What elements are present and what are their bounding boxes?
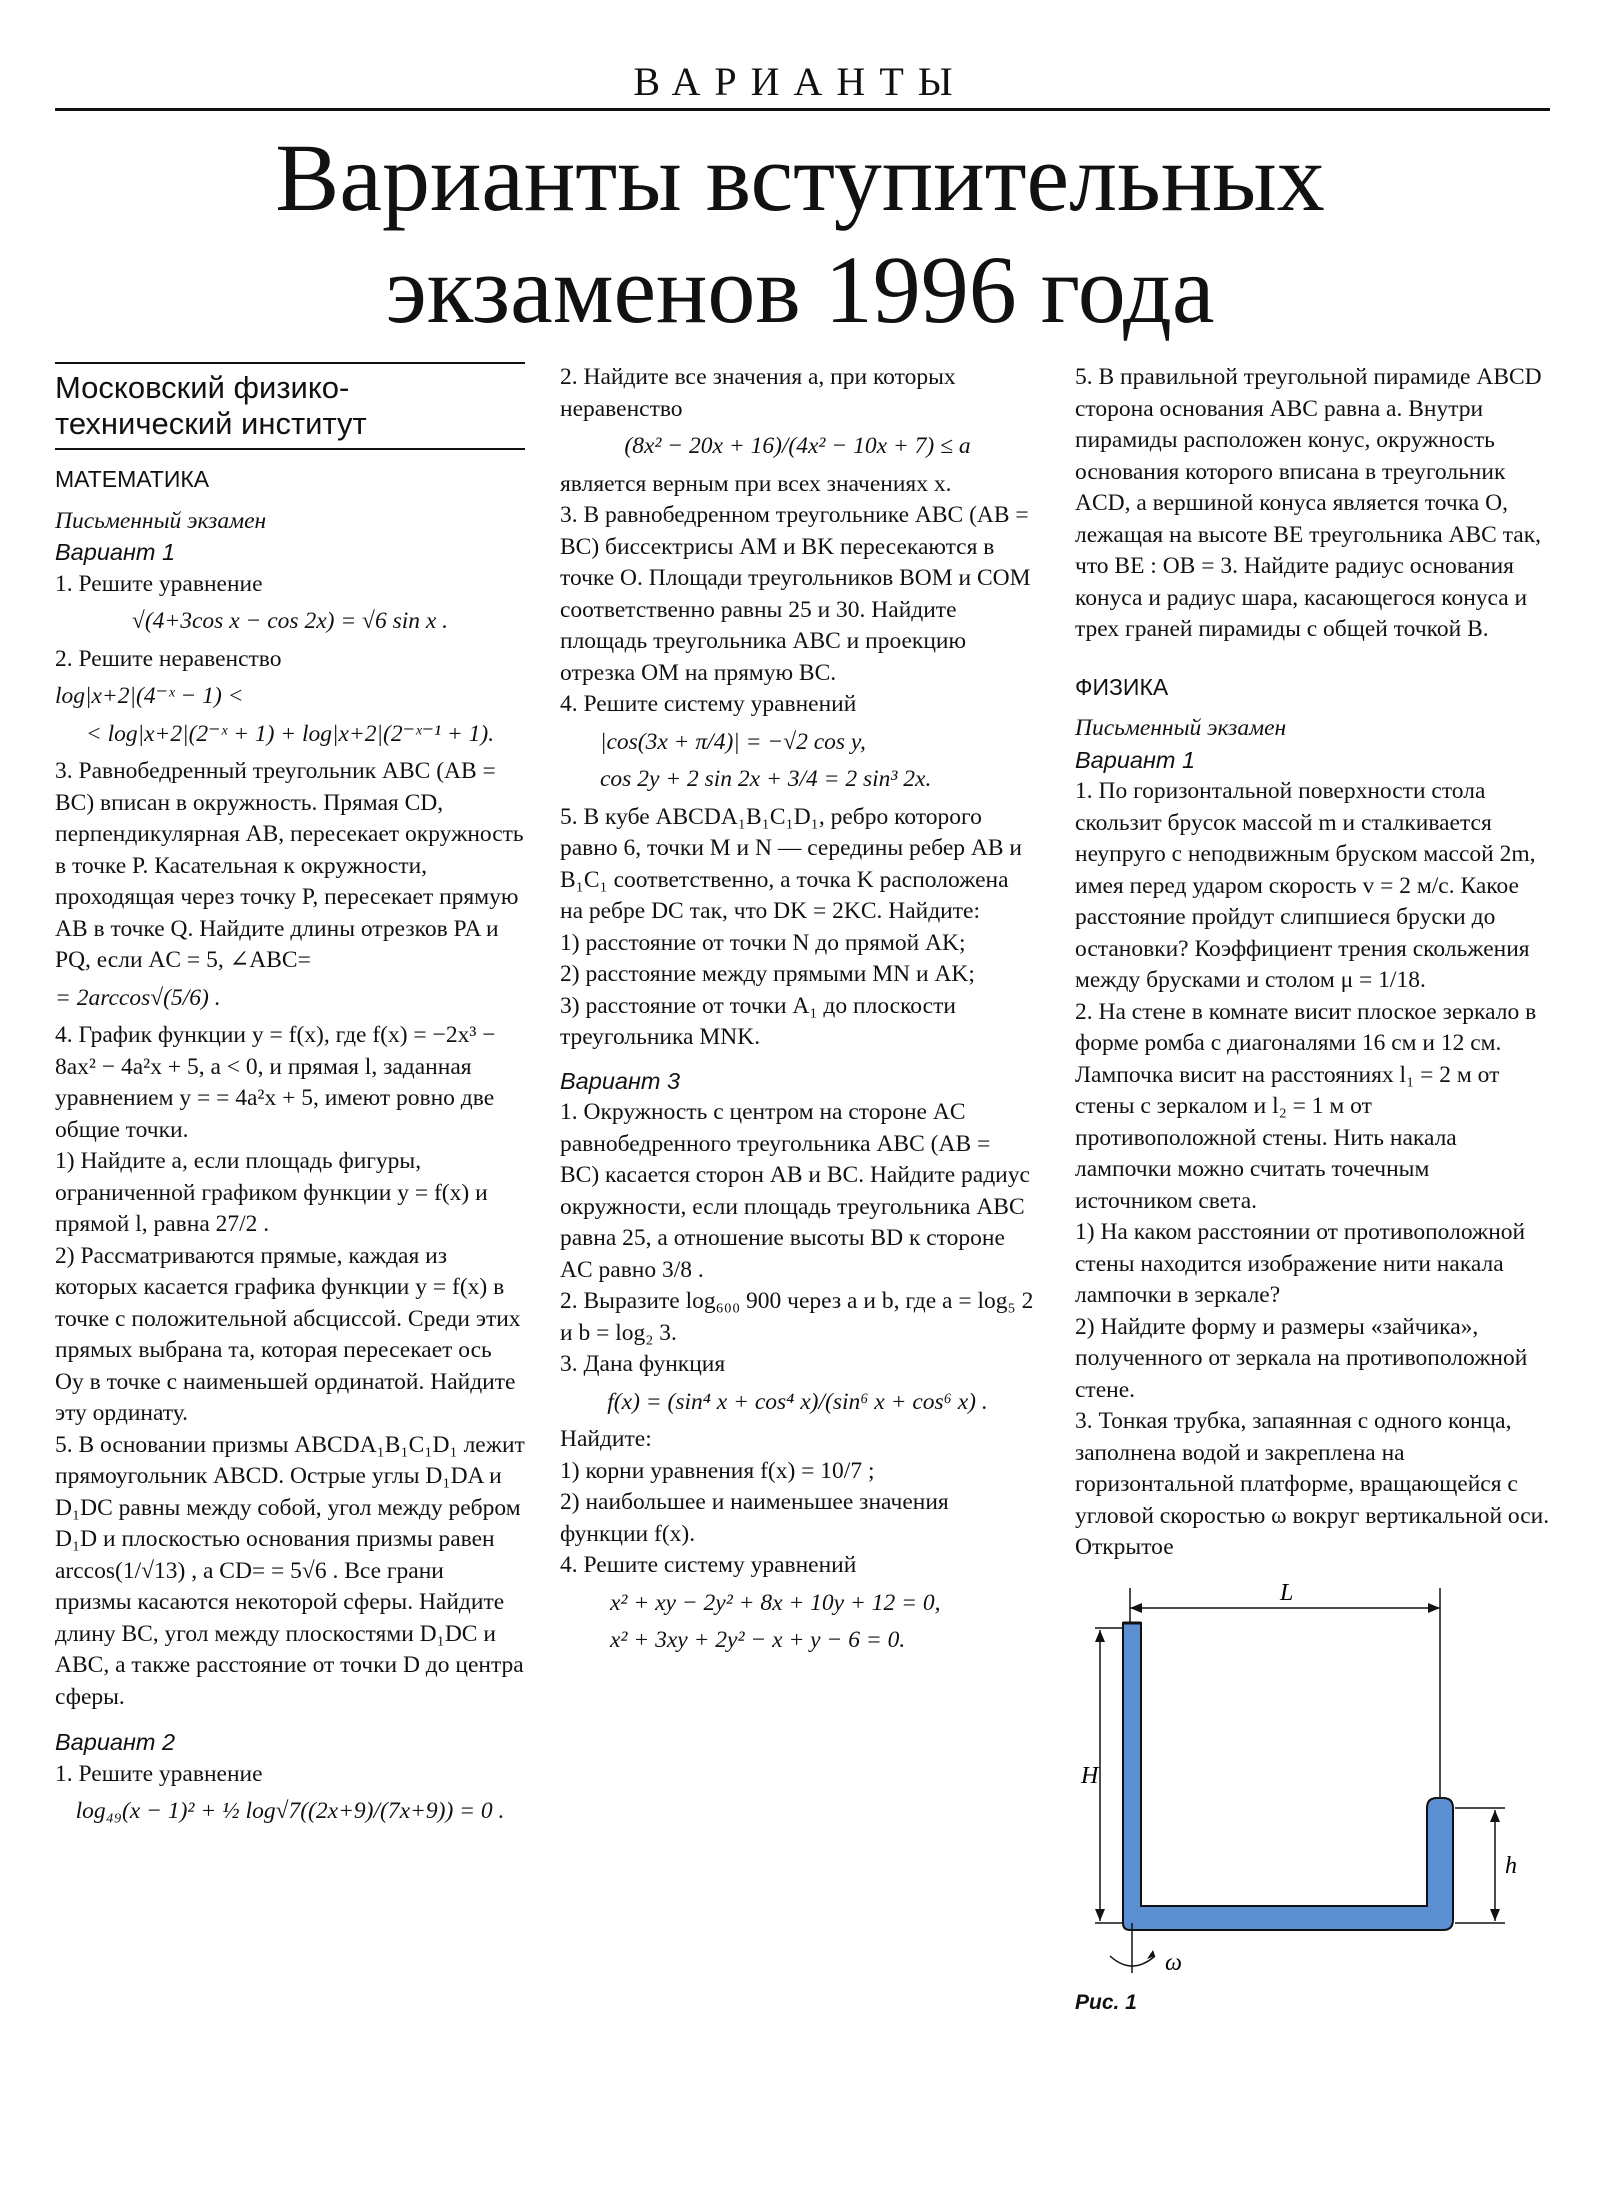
- problem-text: 2) Найдите форму и размеры «зайчика», полученного от зеркала на противоположной стене.: [1075, 1313, 1528, 1403]
- problem-text: 4. Решите систему уравнений: [560, 691, 857, 717]
- formula: < log|x+2|(2⁻ˣ + 1) + log|x+2|(2⁻ˣ⁻¹ + 1).: [85, 720, 495, 747]
- top-rule: [55, 108, 1550, 111]
- page-title: [0, 122, 1600, 346]
- problem-text: 1. По горизонтальной поверхности стола скользит брусок массой m и сталкивается неупруго с неподвижным бруском массой 2m, имея перед ударом скорость v = 2 м/с. Какое расстояние пройдут слипшиеся бруски до остановки? Коэффициент трения скольжения между брусками и столом μ = 1/18.: [1075, 778, 1536, 993]
- problem-text: 1) На каком расстоянии от противоположной стены находится изображение нити накала лампочки в зеркале?: [1075, 1219, 1526, 1308]
- problem-text: 3. Тонкая трубка, запаянная с одного конца, заполнена водой и закреплена на горизонтальной платформе, вращающейся с угловой скоростью ω вокруг вертикальной оси. Открытое: [1075, 1408, 1550, 1560]
- label-H: H: [1081, 1762, 1099, 1789]
- column-2: [560, 362, 1035, 1663]
- problem-text: 1. Решите уравнение: [55, 1760, 263, 1787]
- problem-text: 4. Решите систему уравнений: [560, 1552, 857, 1578]
- problem-text: 1. Окружность с центром на стороне AC равнобедренного треугольника ABC (AB = BC) касается сторон AB и BC. Найдите радиус окружности, если площадь треугольника ABC равна 25, а отношение высоты BD к стороне AC равно 3/8 .: [560, 1099, 1030, 1283]
- label-omega: ω: [1165, 1949, 1182, 1976]
- formula: x² + xy − 2y² + 8x + 10y + 12 = 0,: [610, 1589, 941, 1616]
- problem-text: является верным при всех значениях x.: [560, 470, 952, 497]
- problem-text: 2) наибольшее и наименьшее значения функции f(x).: [560, 1489, 949, 1547]
- problem-text: 1) корни уравнения f(x) = 10/7 ;: [560, 1457, 875, 1484]
- variant-label: Вариант 1: [55, 539, 176, 565]
- column-3: [1075, 362, 1550, 2014]
- problem-text: 3) расстояние от точки A₁ до плоскости треугольника MNK.: [560, 992, 956, 1050]
- problem-text: 1) расстояние от точки N до прямой AK;: [560, 929, 966, 956]
- formula: (8x² − 20x + 16)/(4x² − 10x + 7) ≤ a: [624, 433, 971, 459]
- problem-text: 2. Выразите log₆₀₀ 900 через a и b, где a = log₅ 2 и b = log₂ 3.: [560, 1288, 1034, 1346]
- divider: [55, 448, 525, 450]
- subject-heading: МАТЕМАТИКА: [55, 466, 210, 492]
- problem-text: 3. Дана функция: [560, 1351, 726, 1377]
- formula: cos 2y + 2 sin 2x + 3/4 = 2 sin³ 2x.: [600, 766, 932, 792]
- subject-heading: ФИЗИКА: [1075, 673, 1169, 700]
- label-L: L: [1280, 1579, 1294, 1606]
- formula: f(x) = (sin⁴ x + cos⁴ x)/(sin⁶ x + cos⁶ x) .: [607, 1388, 988, 1415]
- formula: log₄₉(x − 1)² + ½ log√7((2x+9)/(7x+9)) = 0 .: [75, 1798, 505, 1824]
- problem-text: 1. Решите уравнение: [55, 570, 263, 597]
- problem-text: 2) расстояние между прямыми MN и AK;: [560, 961, 975, 987]
- problem-text: 1) Найдите a, если площадь фигуры, ограниченной графиком функции y = f(x) и прямой l, равна 27/2 .: [55, 1148, 488, 1237]
- variant-label: Вариант 1: [1075, 746, 1196, 773]
- variant-label: Вариант 3: [560, 1067, 681, 1094]
- problem-text: 3. В равнобедренном треугольнике ABC (AB = BC) биссектрисы AM и BK пересекаются в точке O. Площади треугольников BOM и COM соответственно равны 25 и 30. Найдите площадь треугольника ABC и проекцию отрезка OM на прямую BC.: [560, 502, 1031, 686]
- tube-diagram: [1075, 1578, 1545, 1978]
- figure-tube: [1075, 1578, 1545, 2014]
- formula: √(4+3cos x − cos 2x) = √6 sin x .: [131, 608, 449, 634]
- formula: log|x+2|(4⁻ˣ − 1) <: [55, 683, 244, 709]
- problem-text: 5. В основании призмы ABCDA₁B₁C₁D₁ лежит прямоугольник ABCD. Острые углы D₁DA и D₁DC равны между собой, угол между ребром D₁D и плоскостью основания призмы равен arccos(1/√13) , а CD= = 5√6 . Все грани призмы касаются некоторой сферы. Найдите длину BC, угол между плоскостями D₁DC и ABC, а также расстояние от точки D до центра сферы.: [55, 1431, 525, 1710]
- divider: [55, 362, 525, 364]
- exam-label: Письменный экзамен: [1075, 715, 1287, 741]
- problem-text: Найдите:: [560, 1426, 652, 1452]
- label-h: h: [1505, 1852, 1517, 1879]
- variant-label: Вариант 2: [55, 1729, 176, 1755]
- section-label: ВАРИАНТЫ: [633, 59, 967, 104]
- problem-text: 3. Равнобедренный треугольник ABC (AB = BC) вписан в окружность. Прямая CD, перпендикулярная AB, пересекает окружность в точке P. Касательная к окружности, проходящая через точку P, пересекает прямую AB в точке Q. Найдите длины отрезков PA и PQ, если AC = 5, ∠ABC=: [55, 758, 524, 973]
- problem-text: 5. В кубе ABCDA₁B₁C₁D₁, ребро которого равно 6, точки M и N — середины ребер AB и B₁C₁ соответственно, а точка K расположена на ребре DC так, что DK = 2KC. Найдите:: [560, 803, 1022, 924]
- institute-name: Московский физико-технический институт: [55, 370, 367, 441]
- title-line-2: экзаменов 1996 года: [385, 236, 1215, 343]
- formula: = 2arccos√(5/6) .: [55, 984, 221, 1011]
- problem-text: 5. В правильной треугольной пирамиде ABCD сторона основания ABC равна a. Внутри пирамиды расположен конус, окружность основания которого вписана в треугольник ACD, а вершиной конуса является точка O, лежащая на высоте BE треугольника ABC так, что BE : OB = 3. Найдите радиус основания конуса и радиус шара, касающегося конуса и трех граней пирамиды с общей точкой B.: [1075, 364, 1542, 642]
- problem-text: 2. На стене в комнате висит плоское зеркало в форме ромба с диагоналями 16 см и 12 см. Лампочка висит на расстояниях l₁ = 2 м от стены с зеркалом и l₂ = 1 м от противоположной стены. Нить накала лампочки можно считать точечным источником света.: [1075, 998, 1537, 1214]
- problem-text: 2) Рассматриваются прямые, каждая из которых касается графика функции y = f(x) в точке с положительной абсциссой. Среди этих прямых выбрана та, которая пересекает ось Oy в точке с наименьшей ординатой. Найдите эту ординату.: [55, 1242, 521, 1426]
- formula: x² + 3xy + 2y² − x + y − 6 = 0.: [610, 1627, 906, 1653]
- problem-text: 2. Найдите все значения a, при которых неравенство: [560, 364, 956, 422]
- figure-caption: Рис. 1: [1075, 1991, 1137, 2014]
- problem-text: 4. График функции y = f(x), где f(x) = −2x³ − 8ax² − 4a²x + 5, a < 0, и прямая l, заданная уравнением y = = 4a²x + 5, имеют ровно две общие точки.: [55, 1022, 496, 1143]
- exam-label: Письменный экзамен: [55, 507, 267, 534]
- water-tube: [1123, 1623, 1453, 1930]
- column-1: [55, 362, 525, 1834]
- problem-text: 2. Решите неравенство: [55, 645, 282, 672]
- formula: |cos(3x + π/4)| = −√2 cos y,: [600, 728, 866, 755]
- title-line-1: Варианты вступительных: [275, 124, 1325, 231]
